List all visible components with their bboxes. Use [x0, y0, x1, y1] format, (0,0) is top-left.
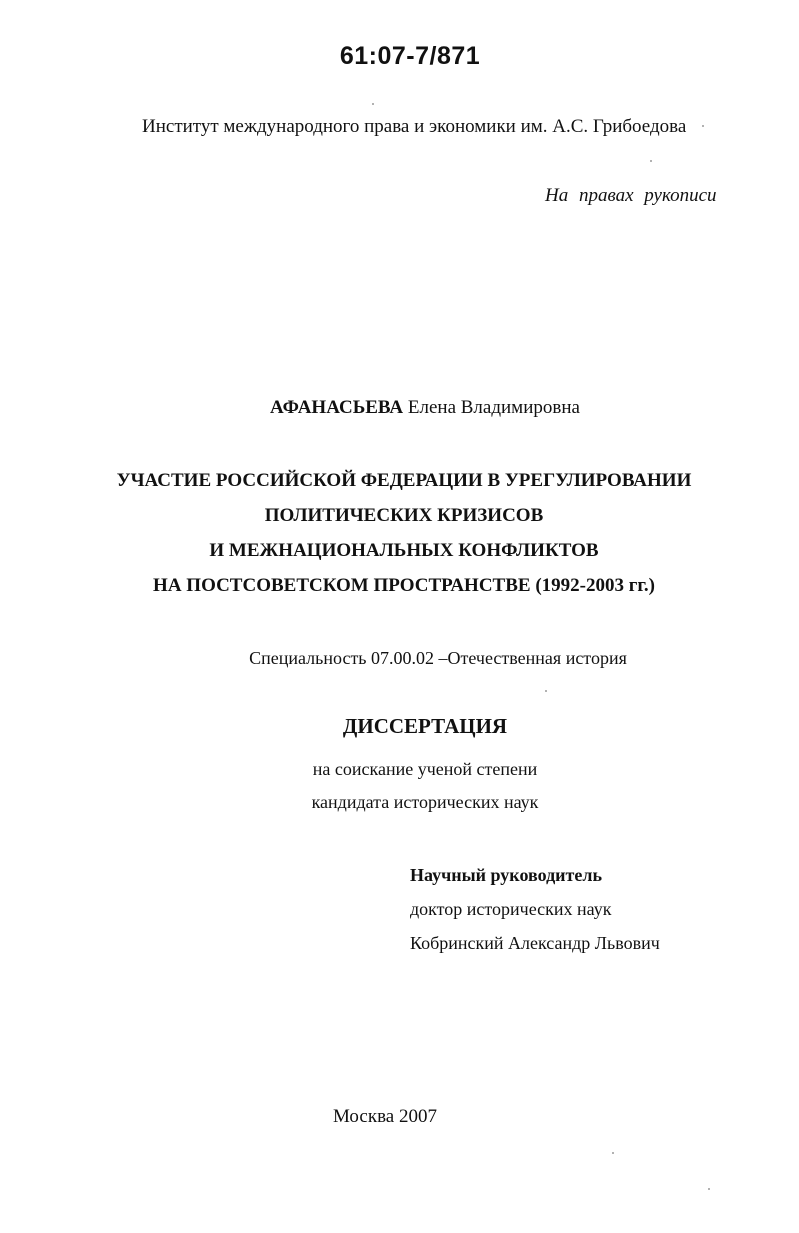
author-name	[0, 397, 799, 419]
degree-line: на соискание ученой степени	[312, 759, 538, 779]
catalog-number: 61:07-7/871	[339, 42, 481, 70]
degree-line: кандидата исторических наук	[311, 792, 539, 812]
supervisor-block	[410, 858, 660, 960]
manuscript-rights-note: На правах рукописи	[545, 185, 717, 206]
specialty: Специальность 07.00.02 –Отечественная история	[249, 648, 627, 668]
title-line: И МЕЖНАЦИОНАЛЬНЫХ КОНФЛИКТОВ	[209, 540, 599, 561]
title-line: НА ПОСТСОВЕТСКОМ ПРОСТРАНСТВЕ (1992-2003 гг.)	[153, 575, 655, 596]
supervisor-name: Кобринский Александр Львович	[410, 933, 660, 953]
scan-speck	[372, 103, 374, 105]
institute-name: Институт международного права и экономики им. А.С. Грибоедова	[142, 116, 687, 137]
degree-statement	[0, 753, 799, 819]
supervisor-degree: доктор исторических наук	[410, 899, 612, 919]
title-line: УЧАСТИЕ РОССИЙСКОЙ ФЕДЕРАЦИИ В УРЕГУЛИРОВАНИИ	[116, 470, 692, 491]
city-year: Москва 2007	[333, 1106, 437, 1127]
dissertation-title	[0, 463, 799, 603]
author-surname: АФАНАСЬЕВА	[270, 397, 404, 418]
author-given-names: Елена Владимировна	[407, 397, 580, 418]
scan-speck	[545, 690, 547, 692]
title-line: ПОЛИТИЧЕСКИХ КРИЗИСОВ	[264, 505, 544, 526]
supervisor-label: Научный руководитель	[410, 865, 602, 885]
document-type: ДИССЕРТАЦИЯ	[342, 714, 508, 738]
scan-speck	[612, 1152, 614, 1154]
scan-speck	[708, 1188, 710, 1190]
scan-speck	[650, 160, 652, 162]
scan-speck	[702, 125, 704, 127]
